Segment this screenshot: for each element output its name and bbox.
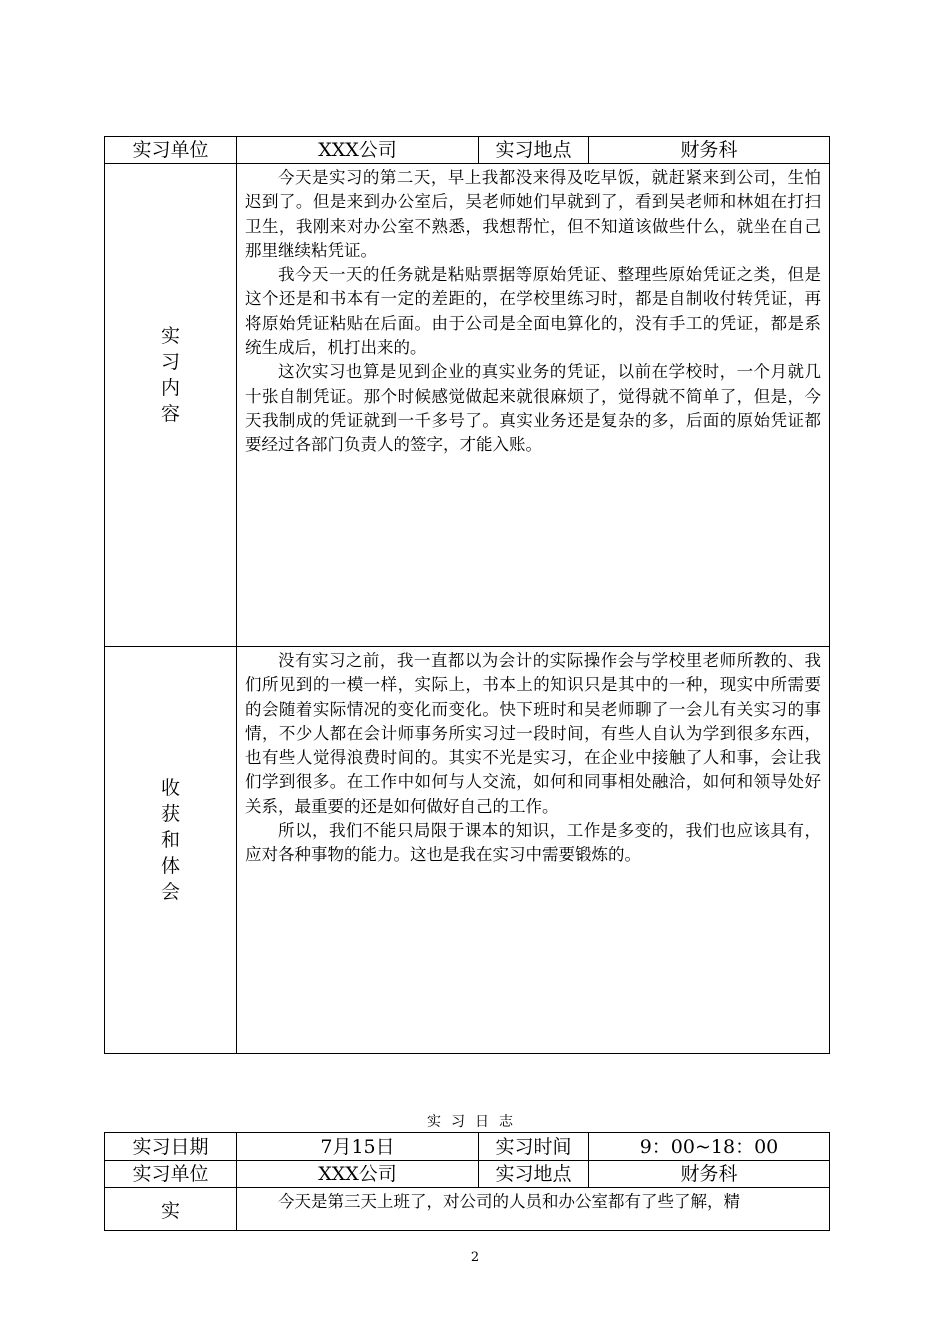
gain-label: 收 获 和 体 会 [105, 647, 237, 1054]
unit-label: 实习单位 [105, 137, 237, 164]
location-label: 实习地点 [479, 1161, 589, 1188]
page-number: 2 [470, 1250, 480, 1265]
content-paragraph: 今天是实习的第二天，早上我都没来得及吃早饭，就赶紧来到公司，生怕迟到了。但是来到办公室后，吴老师她们早就到了，看到吴老师和林姐在打扫卫生，我刚来对办公室不熟悉，我想帮忙，但不知道该做些什么，就坐在自己那里继续粘凭证。 [245, 168, 821, 260]
location-value: 财务科 [589, 137, 830, 164]
internship-log-table-1 [104, 136, 830, 1054]
content-text [237, 1188, 830, 1231]
content-paragraph: 今天是第三天上班了，对公司的人员和办公室都有了些了解，精 [278, 1192, 740, 1211]
gain-text [237, 647, 830, 1054]
location-value: 财务科 [589, 1161, 830, 1188]
gain-paragraph: 没有实习之前，我一直都以为会计的实际操作会与学校里老师所教的、我们所见到的一模一样，实际上，书本上的知识只是其中的一种，现实中所需要的会随着实际情况的变化而变化。快下班时和吴老师聊了一会儿有关实习的事情，不少人都在会计师事务所实习过一段时间，有些人自认为学到很多东西，也有些人觉得浪费时间的。其实不光是实习，在企业中接触了人和事，会让我们学到很多。在工作中如何与人交流，如何和同事相处融洽，如何和领导处好关系，最重要的还是如何做好自己的工作。 [245, 651, 821, 816]
log-title: 实习日志 [427, 1114, 523, 1130]
time-value: 9：00~18：00 [589, 1133, 830, 1161]
content-paragraph: 这次实习也算是见到企业的真实业务的凭证，以前在学校时，一个月就几十张自制凭证。那个时候感觉做起来就很麻烦了，觉得就不简单了，但是，今天我制成的凭证就到一千多号了。真实业务还是复杂的多，后面的原始凭证都要经过各部门负责人的签字，才能入账。 [245, 362, 821, 455]
content-text [237, 164, 830, 647]
gain-paragraph: 所以，我们不能只局限于课本的知识，工作是多变的，我们也应该具有，应对各种事物的能力。这也是我在实习中需要锻炼的。 [245, 821, 821, 865]
date-value: 7月15日 [237, 1133, 479, 1161]
content-label: 实 习 内 容 [105, 164, 237, 647]
content-label: 实 [105, 1188, 237, 1231]
date-label: 实习日期 [105, 1133, 237, 1161]
content-paragraph: 我今天一天的任务就是粘贴票据等原始凭证、整理些原始凭证之类，但是这个还是和书本有一定的差距的，在学校里练习时，都是自制收付转凭证，再将原始凭证粘贴在后面。由于公司是全面电算化的，没有手工的凭证，都是系统生成后，机打出来的。 [245, 265, 821, 358]
unit-value: XXX公司 [237, 137, 479, 164]
time-label: 实习时间 [479, 1133, 589, 1161]
location-label: 实习地点 [479, 137, 589, 164]
internship-log-table-2 [104, 1132, 830, 1231]
unit-label: 实习单位 [105, 1161, 237, 1188]
unit-value: XXX公司 [237, 1161, 479, 1188]
